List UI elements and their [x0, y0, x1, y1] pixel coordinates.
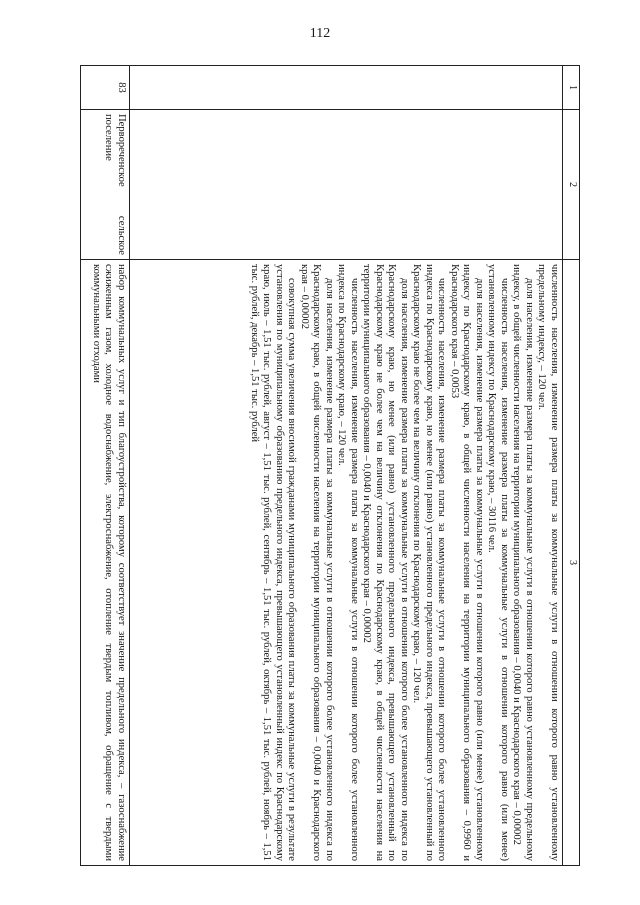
indicator-paragraph: численность населения, изменение размера платы за коммунальные услуги в отношении которого более установленного индекса по Краснодарскому краю, – 120 чел. — [336, 264, 360, 861]
indicators-cell — [130, 260, 563, 866]
indicator-paragraph: совокупная сумма увеличения вносимой гражданами муниципального образования платы за коммунальные услуги в результате установления по муниципальному образованию предельного индекса, превышающего установленный индекс по Краснодарскому краю, июль – 1,51 тыс. рублей, август – 1,51 тыс. рублей, сентябрь – 1,51 тыс. рублей, октябрь – 1,51 тыс. рублей, ноябрь – 1,51 тыс. рублей, декабрь – 1,51 тыс. рублей — [249, 264, 298, 861]
indicator-paragraph: доля населения, изменение размера платы за коммунальные услуги в отношении которого равно (или менее) установленному индексу по Краснодарскому краю, в общей численности населения на территории муниципального образования – 0,9960 и Краснодарского края – 0,0053 — [449, 264, 485, 861]
table-header-row — [563, 66, 580, 866]
settlement-cell — [130, 110, 563, 260]
settlement-cell: Первореченское сельское поселение — [81, 110, 130, 260]
indicators-cell — [81, 260, 130, 866]
indicator-paragraph: численность населения, изменение размера платы за коммунальные услуги в отношении которого равно (или менее) установленному индексу по Краснодарскому краю, – 30116 чел. — [486, 264, 510, 861]
header-col-1: 1 — [563, 66, 580, 110]
data-table — [80, 65, 580, 866]
row-number-cell: 83 — [81, 66, 130, 110]
indicator-paragraph: доля населения, изменение размера платы за коммунальные услуги в отношении которого более установленного индекса по Краснодарскому краю, в общей численности населения на территории муниципального образования – 0,0040 и Краснодарского края – 0,00002 — [299, 264, 335, 861]
indicator-paragraph: численность населения, изменение размера платы за коммунальные услуги в отношении которого более установленного индекса по Краснодарскому краю, но менее (или равно) установленного предельного индекса, превышающего установленный по Краснодарскому краю не более чем на величину отклонения по Краснодарскому краю, – 120 чел. — [411, 264, 448, 861]
indicator-paragraph: доля населения, изменение размера платы за коммунальные услуги в отношении которого равно установленному предельному индексу, в общей численности населения на территории муниципального образования – 0,0040 и Краснодарского края – 0,00002 — [511, 264, 535, 861]
indicator-paragraph: набор коммунальных услуг и тип благоустройства, которому соответствует значение предельного индекса, – газоснабжение сжиженным газом, холодное водоснабжение, электроснабжение, отопление твердым топливом, обращение с твердыми коммунальными отходами — [91, 264, 127, 861]
header-col-2: 2 — [563, 110, 580, 260]
indicator-paragraph: доля населения, изменение размера платы за коммунальные услуги в отношении которого более установленного индекса по Краснодарскому краю, но менее (или равно) установленного предельного индекса, превышающего установленный по Краснодарскому краю не более чем на величину отклонения по Краснодарскому краю, в общей численности населения на территории муниципального образования – 0,0040 и Краснодарского края – 0,00002 — [361, 264, 410, 861]
table-row — [81, 66, 130, 866]
header-col-3: 3 — [563, 260, 580, 866]
page-number: 112 — [309, 26, 331, 41]
row-number-cell — [130, 66, 563, 110]
table-row — [130, 66, 563, 866]
rotated-table-wrapper — [80, 65, 580, 865]
table-sheet — [80, 65, 580, 865]
indicator-paragraph: численность населения, изменение размера платы за коммунальные услуги в отношении которого равно установленному предельному индексу, – 120 чел. — [536, 264, 560, 861]
